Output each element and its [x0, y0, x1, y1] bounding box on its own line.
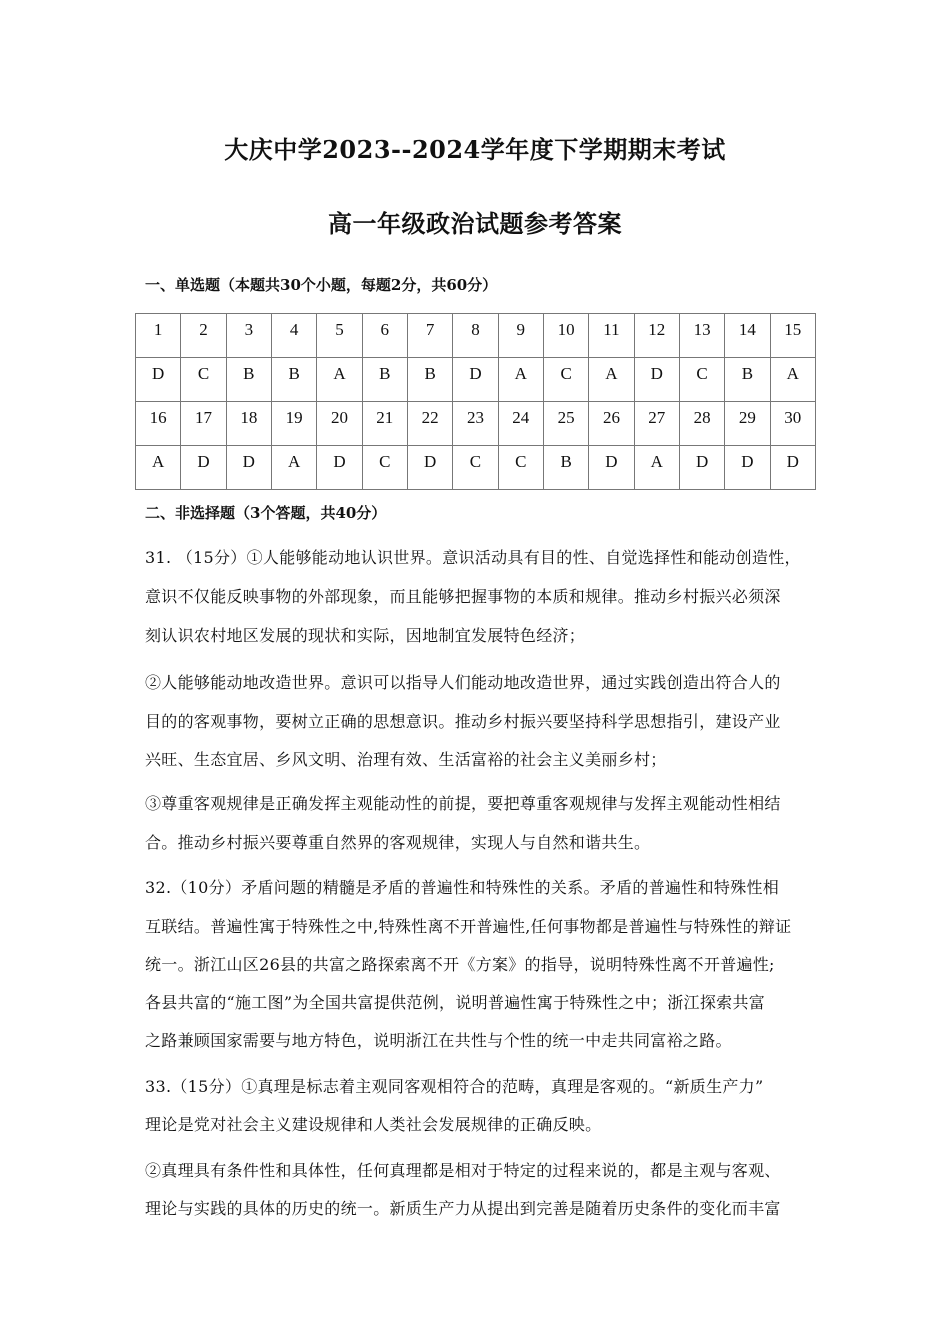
answer-cell: D — [770, 446, 815, 490]
question-number-cell: 13 — [679, 314, 724, 358]
answer-cell: A — [136, 446, 181, 490]
question-number-row — [136, 314, 816, 358]
answer-cell: C — [453, 446, 498, 490]
question-number-cell: 22 — [407, 402, 452, 446]
answer-cell: A — [317, 358, 362, 402]
answer-cell: D — [181, 446, 226, 490]
answer-cell: D — [679, 446, 724, 490]
answer-cell: D — [226, 446, 271, 490]
answer-cell: A — [589, 358, 634, 402]
section-heading-non-choice: 二、非选择题（3个答题，共40分） — [145, 504, 387, 522]
answer-cell: D — [407, 446, 452, 490]
question-number-cell: 12 — [634, 314, 679, 358]
answer-cell: B — [725, 358, 770, 402]
answer-cell: D — [589, 446, 634, 490]
answer-cell: A — [498, 358, 543, 402]
answer-text-line: 统一。浙江山区26县的共富之路探索离不开《方案》的指导，说明特殊性离不开普遍性; — [145, 955, 775, 974]
answer-cell: B — [543, 446, 588, 490]
question-number-cell: 19 — [271, 402, 316, 446]
answer-cell: D — [634, 358, 679, 402]
question-number-cell: 6 — [362, 314, 407, 358]
question-number-cell: 30 — [770, 402, 815, 446]
answer-cell: B — [271, 358, 316, 402]
question-number-cell: 15 — [770, 314, 815, 358]
answer-cell: D — [725, 446, 770, 490]
answer-row — [136, 446, 816, 490]
answer-cell: C — [498, 446, 543, 490]
question-number-cell: 7 — [407, 314, 452, 358]
answer-cell: C — [362, 446, 407, 490]
section-heading-multiple-choice: 一、单选题（本题共30个小题，每题2分，共60分） — [145, 276, 498, 294]
question-number-cell: 21 — [362, 402, 407, 446]
answer-cell: C — [679, 358, 724, 402]
answer-text-line: ②真理具有条件性和具体性，任何真理都是相对于特定的过程来说的，都是主观与客观、 — [145, 1161, 781, 1180]
question-number-cell: 18 — [226, 402, 271, 446]
question-number-cell: 27 — [634, 402, 679, 446]
question-number-cell: 11 — [589, 314, 634, 358]
question-number-cell: 4 — [271, 314, 316, 358]
question-number-cell: 10 — [543, 314, 588, 358]
question-number-cell: 1 — [136, 314, 181, 358]
question-number-cell: 20 — [317, 402, 362, 446]
answer-text-line: 合。推动乡村振兴要尊重自然界的客观规律，实现人与自然和谐共生。 — [145, 833, 651, 852]
question-number-cell: 2 — [181, 314, 226, 358]
answer-row — [136, 358, 816, 402]
question-number-cell: 24 — [498, 402, 543, 446]
question-number-cell: 26 — [589, 402, 634, 446]
answer-cell: A — [271, 446, 316, 490]
question-number-cell: 17 — [181, 402, 226, 446]
answer-text-line: 之路兼顾国家需要与地方特色，说明浙江在共性与个性的统一中走共同富裕之路。 — [145, 1031, 732, 1050]
question-number-cell: 8 — [453, 314, 498, 358]
answer-text-line: 理论与实践的具体的历史的统一。新质生产力从提出到完善是随着历史条件的变化而丰富 — [145, 1199, 781, 1218]
answer-text-line: ②人能够能动地改造世界。意识可以指导人们能动地改造世界，通过实践创造出符合人的 — [145, 673, 781, 692]
answer-cell: A — [634, 446, 679, 490]
question-number-cell: 9 — [498, 314, 543, 358]
answer-cell: B — [407, 358, 452, 402]
answer-text-line: 各县共富的“施工图”为全国共富提供范例，说明普遍性寓于特殊性之中；浙江探索共富 — [145, 993, 766, 1012]
answer-text-line: 目的的客观事物，要树立正确的思想意识。推动乡村振兴要坚持科学思想指引，建设产业 — [145, 712, 781, 731]
answer-cell: D — [136, 358, 181, 402]
question-number-cell: 29 — [725, 402, 770, 446]
answer-text-line: 31. （15分）①人能够能动地认识世界。意识活动具有目的性、自觉选择性和能动创造性， — [145, 548, 801, 567]
answer-cell: A — [770, 358, 815, 402]
answer-text-line: ③尊重客观规律是正确发挥主观能动性的前提，要把尊重客观规律与发挥主观能动性相结 — [145, 794, 781, 813]
answer-text-line: 理论是党对社会主义建设规律和人类社会发展规律的正确反映。 — [145, 1115, 602, 1134]
document-title: 大庆中学2023--2024学年度下学期期末考试 — [224, 135, 726, 164]
question-number-cell: 25 — [543, 402, 588, 446]
question-number-cell: 14 — [725, 314, 770, 358]
answer-cell: D — [317, 446, 362, 490]
document-subtitle: 高一年级政治试题参考答案 — [328, 209, 622, 238]
question-number-cell: 5 — [317, 314, 362, 358]
answer-text-line: 互联结。普遍性寓于特殊性之中,特殊性离不开普遍性,任何事物都是普遍性与特殊性的辩证 — [145, 917, 792, 936]
question-number-cell: 3 — [226, 314, 271, 358]
answer-text-line: 刻认识农村地区发展的现状和实际，因地制宜发展特色经济； — [145, 626, 586, 645]
answer-cell: D — [453, 358, 498, 402]
answer-text-line: 32.（10分）矛盾问题的精髓是矛盾的普遍性和特殊性的关系。矛盾的普遍性和特殊性相 — [145, 878, 780, 897]
answer-cell: B — [226, 358, 271, 402]
question-number-cell: 23 — [453, 402, 498, 446]
answer-text-line: 33.（15分）①真理是标志着主观同客观相符合的范畴，真理是客观的。“新质生产力” — [145, 1077, 764, 1096]
answer-cell: B — [362, 358, 407, 402]
answer-text-line: 意识不仅能反映事物的外部现象，而且能够把握事物的本质和规律。推动乡村振兴必须深 — [145, 587, 781, 606]
answer-cell: C — [181, 358, 226, 402]
question-number-cell: 28 — [679, 402, 724, 446]
question-number-row — [136, 402, 816, 446]
answer-cell: C — [543, 358, 588, 402]
question-number-cell: 16 — [136, 402, 181, 446]
answer-table — [135, 313, 816, 490]
answer-text-line: 兴旺、生态宜居、乡风文明、治理有效、生活富裕的社会主义美丽乡村； — [145, 750, 667, 769]
